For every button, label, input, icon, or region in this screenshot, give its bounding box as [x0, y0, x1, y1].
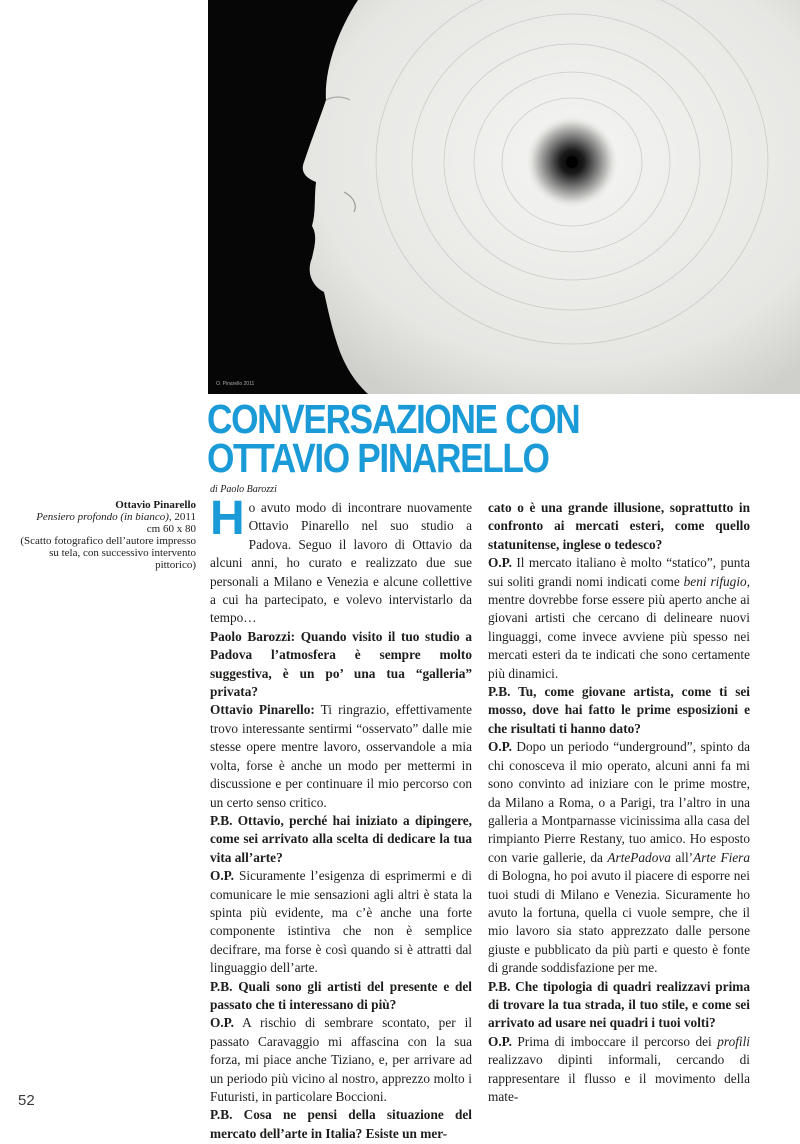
answer-4-text-b: , mentre dovrebbe forse essere più aperto anche ai giovani artisti che cercano di delineare nuovi linguaggi, come invece avviene più spesso nei mercati esteri da te indicati che sono certamente più dinamici.	[488, 573, 751, 681]
answer-5-text-c: di Bologna, ho poi avuto il piacere di esporre nei tuoi studi di Milano e Venezia. Sicuramente ho avuto la fortuna, quella ci vuole sempre, che il mio lavoro sia stato apprezzato dalle persone giuste e pubblicato da più parti e questo è fonte di grande soddisfazione per me.	[488, 868, 750, 976]
answer-6-italic: profili	[717, 1033, 751, 1049]
drop-cap: H	[210, 492, 245, 545]
answer-4-speaker: O.P.	[488, 555, 512, 571]
answer-3	[210, 1014, 472, 1106]
answer-6-text-b: realizzavo dipinti informali, cercando di rappresentare il flusso e il movimento della mate-	[488, 1052, 750, 1104]
question-6: P.B. Che tipologia di quadri realizzavi prima di trovare la tua strada, il tuo stile, e come sei arrivato ad usare nei quadri i tuoi volti?	[488, 978, 750, 1031]
answer-5-text-a: Dopo un periodo “underground”, spinto da chi conosceva il mio operato, alcuni anni fa mi sono convinto ad iniziare con le prime mostre, da Milano a Roma, o a Parigi, tra l’altro in una galleria a Montparnasse vicinissima alla casa del rimpianto Pierre Restany, tuo amico. Ho esposto con varie gallerie, da	[488, 739, 751, 865]
answer-1-speaker: Ottavio Pinarello:	[210, 702, 315, 718]
page-number: 52	[18, 1092, 35, 1109]
answer-2-speaker: O.P.	[210, 868, 234, 884]
answer-3-speaker: O.P.	[210, 1015, 234, 1031]
question-2: P.B. Ottavio, perché hai iniziato a dipingere, come sei arrivato alla scelta di dedicare la tua vita all’arte?	[210, 812, 472, 865]
title-line-2: OTTAVIO PINARELLO	[207, 435, 549, 481]
question-4: P.B. Cosa ne pensi della situazione del mercato dell’arte in Italia? Esiste un mer-	[210, 1107, 472, 1141]
answer-5-italic-b: Arte Fiera	[693, 849, 750, 865]
answer-1-text: Ti ringrazio, effettivamente trovo interessante sentirmi “osservato” dalle mie stesse opere mentre lavoro, osservandole a mia volta, forse è anche un modo per mettermi in discussione e per continuare il mio percorso con un certo senso critico.	[210, 702, 473, 810]
intro-paragraph	[210, 492, 472, 628]
answer-3-text: A rischio di sembrare scontato, per il passato Caravaggio mi affascina con la sua forza, mi piace anche Tiziano, e, per arrivare ad un periodo più vicino al nostro, apprezzo molto i Futuristi, in particolare Boccioni.	[210, 1015, 473, 1104]
answer-4-text-a: Il mercato italiano è molto “statico”, punta sui soliti grandi nomi indicati come	[488, 555, 751, 589]
answer-5-speaker: O.P.	[488, 739, 512, 755]
artwork-signature: O. Pinarello 2011	[216, 381, 255, 387]
artwork-image	[208, 0, 800, 394]
intro-text: o avuto modo di incontrare nuovamente Ottavio Pinarello nel suo studio a Padova. Seguo il lavoro di Ottavio da alcuni anni, ho curato e realizzato due sue personali a Milano e Venezia e alcune collettive a cui ha partecipato, e volevo intervistarlo da tempo…	[210, 500, 472, 626]
caption-size: cm 60 x 80	[146, 523, 196, 535]
answer-4-italic: beni rifugio	[683, 573, 747, 589]
caption-note: (Scatto fotografico dell’autore impresso su tela, con successivo intervento pittorico)	[20, 535, 196, 571]
caption-work-title: Pensiero profondo (in bianco),	[36, 511, 172, 523]
profile-painting	[208, 0, 800, 394]
title-line-1: CONVERSAZIONE CON	[207, 396, 580, 442]
answer-6-text-a: Prima di imboccare il percorso dei	[517, 1033, 712, 1049]
question-1: Paolo Barozzi: Quando visito il tuo studio a Padova l’atmosfera è sempre molto suggestiva, è un po’ una tua “galleria” privata?	[210, 628, 472, 700]
answer-4	[488, 554, 750, 683]
question-5: P.B. Tu, come giovane artista, come ti sei mosso, dove hai fatto le prime esposizioni e che risultati ti hanno dato?	[488, 684, 750, 736]
answer-6	[488, 1033, 750, 1107]
caption-line-title	[36, 511, 196, 523]
caption-artist: Ottavio Pinarello	[115, 499, 196, 511]
artwork-caption	[20, 499, 196, 571]
byline: di Paolo Barozzi	[210, 484, 277, 495]
caption-year: 2011	[174, 511, 196, 523]
answer-1	[210, 701, 472, 811]
answer-5-text-b: all’	[675, 849, 694, 865]
question-3: P.B. Quali sono gli artisti del presente e del passato che ti interessano di più?	[210, 978, 472, 1012]
question-4-continued: cato o è una grande illusione, soprattutto in confronto ai mercati esteri, come quello statunitense, inglese o tedesco?	[488, 500, 750, 552]
article-column-right	[488, 499, 750, 1106]
article-title	[207, 396, 714, 481]
answer-5	[488, 738, 750, 977]
answer-5-italic-a: ArtePadova	[607, 849, 671, 865]
answer-2-text: Sicuramente l’esigenza di esprimermi e di comunicare le mie sensazioni agli altri è stata la spinta più evidente, ma c’è anche una forte componente istintiva che non è semplice decifrare, ma forse è così quando si è attratti dal linguaggio dell’arte.	[210, 868, 473, 976]
article-column-left	[210, 492, 473, 1143]
answer-2	[210, 867, 472, 977]
answer-6-speaker: O.P.	[488, 1033, 512, 1049]
